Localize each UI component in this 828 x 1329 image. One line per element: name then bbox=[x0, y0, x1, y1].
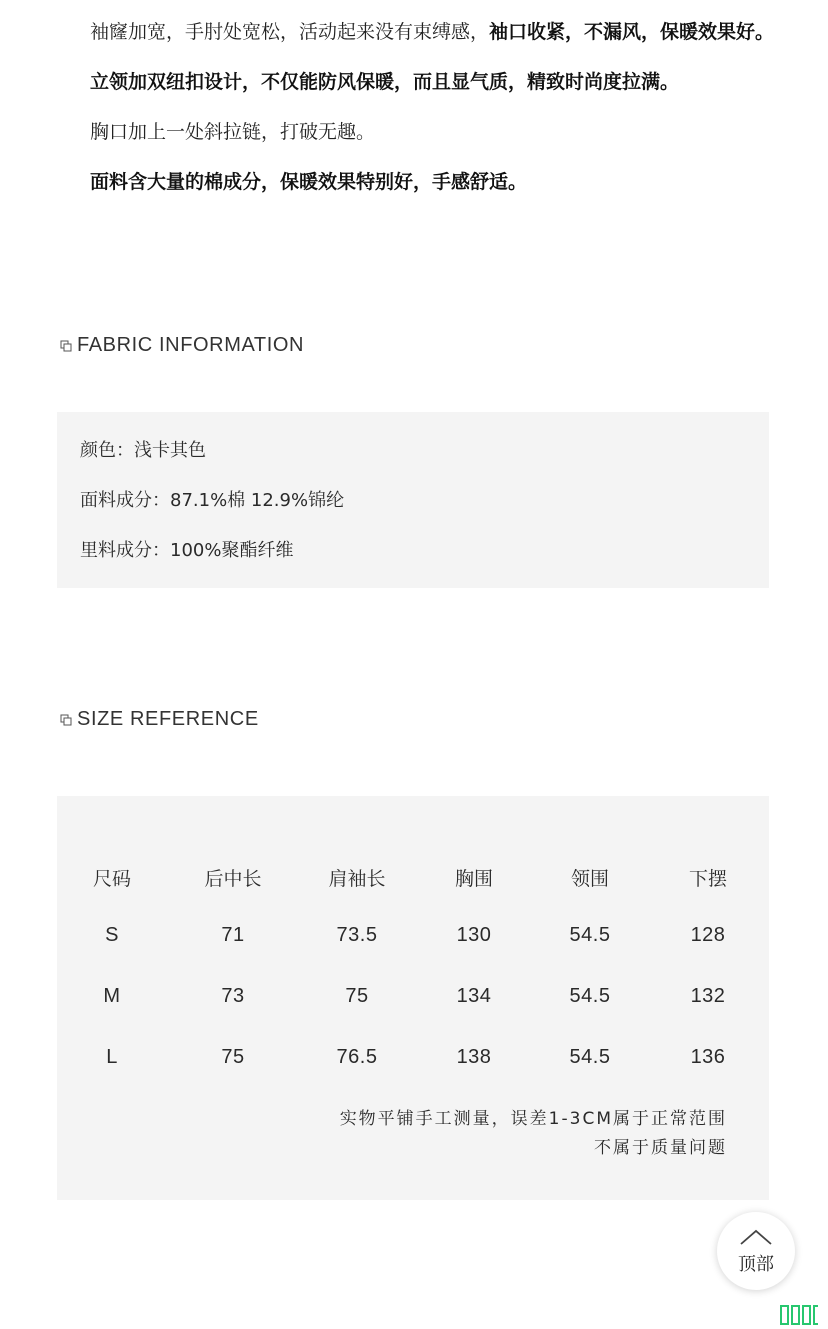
table-header-back-length: 后中长 bbox=[204, 868, 262, 890]
table-cell: 75 bbox=[221, 1046, 245, 1068]
table-cell: 54.5 bbox=[569, 924, 611, 946]
measurement-note: 实物平铺手工测量，误差1-3CM属于正常范围 bbox=[339, 1109, 727, 1129]
fabric-shell-line: 面料成分：87.1%棉 12.9%锦纶 bbox=[80, 490, 345, 511]
table-cell: M bbox=[103, 985, 121, 1007]
table-cell: 76.5 bbox=[336, 1046, 378, 1068]
corner-mark-box bbox=[802, 1305, 811, 1325]
size-table bbox=[57, 796, 769, 1200]
feature-line-2 bbox=[90, 69, 679, 95]
table-cell: 54.5 bbox=[569, 985, 611, 1007]
table-cell: 138 bbox=[456, 1046, 492, 1068]
feature-highlight: 面料含大量的棉成分，保暖效果特别好，手感舒适。 bbox=[90, 171, 528, 193]
table-cell: 54.5 bbox=[569, 1046, 611, 1068]
feature-highlight: 立领加双纽扣设计，不仅能防风保暖，而且显气质，精致时尚度拉满。 bbox=[90, 71, 680, 93]
section-square-icon bbox=[60, 714, 72, 726]
fabric-color-line: 颜色：浅卡其色 bbox=[80, 440, 206, 461]
table-cell: 136 bbox=[690, 1046, 726, 1068]
table-cell: 73.5 bbox=[336, 924, 378, 946]
fabric-section-heading bbox=[60, 334, 304, 357]
corner-mark bbox=[780, 1305, 818, 1327]
table-cell: 134 bbox=[456, 985, 492, 1007]
table-cell: 71 bbox=[221, 924, 245, 946]
table-header-chest: 胸围 bbox=[454, 868, 494, 890]
corner-mark-box bbox=[780, 1305, 789, 1325]
feature-text: 袖窿加宽，手肘处宽松，活动起来没有束缚感， bbox=[90, 21, 490, 43]
size-heading-text: SIZE REFERENCE bbox=[77, 708, 259, 730]
table-cell: 73 bbox=[221, 985, 245, 1007]
table-cell: 75 bbox=[345, 985, 369, 1007]
quality-note: 不属于质量问题 bbox=[594, 1138, 727, 1158]
section-square-icon bbox=[60, 340, 72, 352]
table-header-collar: 领围 bbox=[570, 868, 610, 890]
fabric-info-panel bbox=[57, 412, 769, 588]
table-cell: L bbox=[106, 1046, 118, 1068]
corner-mark-box bbox=[791, 1305, 800, 1325]
table-header-hem: 下摆 bbox=[688, 868, 728, 890]
back-to-top-label: 顶部 bbox=[738, 1254, 774, 1275]
fabric-lining-line: 里料成分：100%聚酯纤维 bbox=[80, 540, 294, 561]
fabric-heading-text: FABRIC INFORMATION bbox=[77, 334, 305, 356]
corner-mark-box bbox=[813, 1305, 818, 1325]
table-cell: 128 bbox=[690, 924, 726, 946]
table-header-shoulder-sleeve: 肩袖长 bbox=[328, 868, 386, 890]
chevron-up-icon bbox=[739, 1228, 773, 1246]
feature-line-4 bbox=[90, 169, 527, 195]
table-cell: S bbox=[105, 924, 119, 946]
size-section-heading bbox=[60, 708, 259, 731]
feature-line-1 bbox=[90, 19, 774, 45]
feature-line-3 bbox=[90, 119, 375, 145]
feature-highlight: 袖口收紧，不漏风，保暖效果好。 bbox=[489, 21, 775, 43]
table-cell: 130 bbox=[456, 924, 492, 946]
table-cell: 132 bbox=[690, 985, 726, 1007]
feature-text: 胸口加上一处斜拉链，打破无趣。 bbox=[90, 121, 376, 143]
back-to-top-button[interactable] bbox=[717, 1212, 795, 1290]
table-header-size: 尺码 bbox=[92, 868, 132, 890]
